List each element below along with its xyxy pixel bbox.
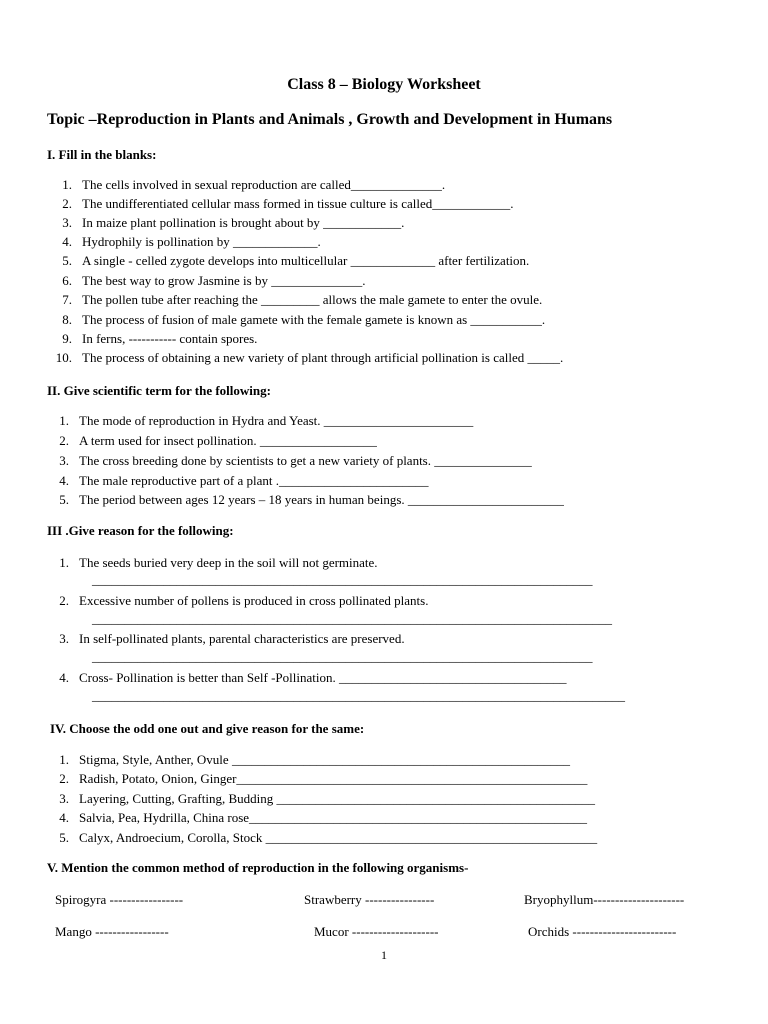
s1-item-5: 5. A single - celled zygote develops into multicellular _____________ after fertilization. xyxy=(62,253,530,268)
section-4-heading: IV. Choose the odd one out and give reason for the same: xyxy=(50,721,365,736)
s4-item-1: 1. Stigma, Style, Anther, Ovule ____________________________________________________ xyxy=(59,752,570,767)
s1-item-7: 7. The pollen tube after reaching the _________ allows the male gamete to enter the ovule. xyxy=(62,292,543,307)
organism-spirogyra: Spirogyra ----------------- xyxy=(55,892,184,907)
s3-item-3: 3. In self-pollinated plants, parental characteristics are preserved. xyxy=(59,631,405,646)
s1-item-1: 1. The cells involved in sexual reproduction are called______________. xyxy=(62,177,446,192)
s3-item-1: 1. The seeds buried very deep in the soil will not germinate. xyxy=(59,555,378,570)
s1-item-9: 9. In ferns, ----------- contain spores. xyxy=(62,331,258,346)
s1-item-8: 8. The process of fusion of male gamete with the female gamete is known as ___________. xyxy=(62,312,546,327)
s3-answer-line-3: _____________________________________________________________________________ xyxy=(92,649,593,664)
section-2-heading: II. Give scientific term for the following: xyxy=(47,383,271,398)
s1-item-6: 6. The best way to grow Jasmine is by ______________. xyxy=(62,273,366,288)
organism-orchids: Orchids ------------------------ xyxy=(528,924,677,939)
s3-item-2: 2. Excessive number of pollens is produced in cross pollinated plants. xyxy=(59,593,429,608)
s3-answer-line-1: _____________________________________________________________________________ xyxy=(92,572,593,587)
s1-item-3: 3. In maize plant pollination is brought about by ____________. xyxy=(62,215,405,230)
topic-heading: Topic –Reproduction in Plants and Animals , Growth and Development in Humans xyxy=(47,111,613,128)
organism-mucor: Mucor -------------------- xyxy=(314,924,439,939)
organism-mango: Mango ----------------- xyxy=(55,924,169,939)
section-5-heading: V. Mention the common method of reproduction in the following organisms- xyxy=(47,860,469,875)
organism-strawberry: Strawberry ---------------- xyxy=(304,892,435,907)
s2-item-2: 2. A term used for insect pollination. __________________ xyxy=(59,433,377,448)
s3-answer-line-2: ________________________________________________________________________________ xyxy=(92,611,612,626)
s3-answer-line-4: __________________________________________________________________________________ xyxy=(92,688,625,703)
s2-item-1: 1. The mode of reproduction in Hydra and Yeast. _______________________ xyxy=(59,413,474,428)
page-number: 1 xyxy=(381,948,387,962)
s4-item-3: 3. Layering, Cutting, Grafting, Budding _________________________________________________ xyxy=(59,791,596,806)
s1-item-4: 4. Hydrophily is pollination by _____________. xyxy=(62,234,321,249)
s4-item-2: 2. Radish, Potato, Onion, Ginger______________________________________________________ xyxy=(59,771,588,786)
s1-item-2: 2. The undifferentiated cellular mass formed in tissue culture is called____________. xyxy=(62,196,514,211)
section-1-heading: I. Fill in the blanks: xyxy=(47,147,157,162)
s3-item-4: 4. Cross- Pollination is better than Self -Pollination. ___________________________________ xyxy=(59,670,567,685)
s4-item-4: 4. Salvia, Pea, Hydrilla, China rose____________________________________________________ xyxy=(59,810,588,825)
page-title: Class 8 – Biology Worksheet xyxy=(287,76,481,93)
s4-item-5: 5. Calyx, Androecium, Corolla, Stock ___________________________________________________ xyxy=(59,830,598,845)
s2-item-3: 3. The cross breeding done by scientists to get a new variety of plants. _______________ xyxy=(59,453,532,468)
s2-item-4: 4. The male reproductive part of a plant ._______________________ xyxy=(59,473,429,488)
section-3-heading: III .Give reason for the following: xyxy=(47,523,234,538)
organism-bryophyllum: Bryophyllum--------------------- xyxy=(524,892,685,907)
s1-item-10: 10. The process of obtaining a new variety of plant through artificial pollination is called _____. xyxy=(55,350,564,365)
s2-item-5: 5. The period between ages 12 years – 18 years in human beings. ________________________ xyxy=(59,492,564,507)
